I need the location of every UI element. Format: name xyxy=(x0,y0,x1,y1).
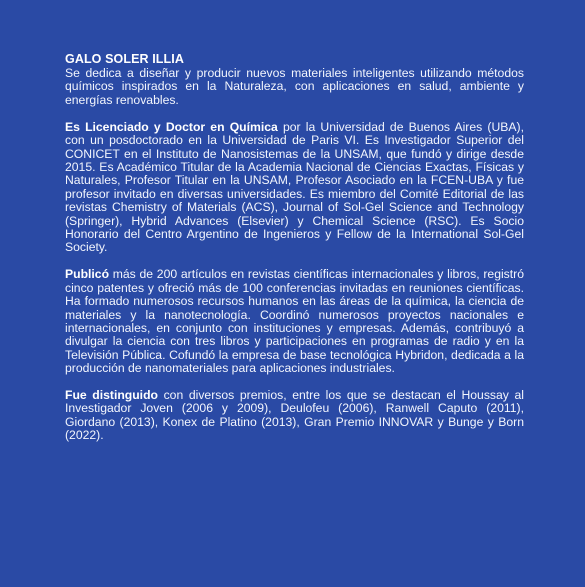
publications-lead: Publicó xyxy=(65,267,110,282)
bio-awards-paragraph xyxy=(65,389,524,443)
education-lead: Es Licenciado y Doctor en Química xyxy=(65,119,278,134)
bio-publications-paragraph xyxy=(65,268,524,375)
awards-text: con diversos premios, entre los que se destacan el Houssay al Investigador Joven (2006 y 2009), Deulofeu (2006), Ranwell Caputo (2011), Giordano (2013), Konex de Platino (2013), Gran Premio INNOVAR y Bunge y Born (2022). xyxy=(65,388,524,443)
bio-text-block xyxy=(65,51,524,443)
education-text: por la Universidad de Buenos Aires (UBA), con un posdoctorado en la Universidad de Paris VI. Es Investigador Superior del CONICET en el Instituto de Nanosistemas de la UNSAM, que fundó y dirige desde 2015. Es Académico Titular de la Academia Nacional de Ciencias Exactas, Físicas y Naturales, Profesor Titular en la UNSAM, Profesor Asociado en la FCEN-UBA y fue profesor invitado en diversas universidades. Es miembro del Comité Editorial de las revistas Chemistry of Materials (ACS), Journal of Sol-Gel Science and Technology (Springer), Hybrid Advances (Elsevier) y Chemical Science (RSC). Es Socio Honorario del Centro Argentino de Ingenieros y Fellow de la International Sol-Gel Society. xyxy=(65,119,524,255)
awards-lead: Fue distinguido xyxy=(65,388,158,403)
publications-text: más de 200 artículos en revistas científicas internacionales y libros, registró cinco patentes y ofreció más de 100 conferencias invitadas en reuniones científicas. Ha formado numerosos recursos humanos en las áreas de la química, la ciencia de materiales y la nanotecnología. Coordinó numerosos proyectos nacionales e internacionales, en conjunto con instituciones y empresas. Además, contribuyó a divulgar la ciencia con tres libros y participaciones en programas de radio y en la Televisión Pública. Cofundó la empresa de base tecnológica Hybridon, dedicada a la producción de nanomateriales para aplicaciones industriales. xyxy=(65,267,524,376)
bio-education-paragraph xyxy=(65,121,524,255)
bio-intro-paragraph: Se dedica a diseñar y producir nuevos materiales inteligentes utilizando métodos químicos inspirados en la Naturaleza, con aplicaciones en salud, ambiente y energías renovables. xyxy=(65,66,524,107)
bio-name-heading: GALO SOLER ILLIA xyxy=(65,52,184,66)
